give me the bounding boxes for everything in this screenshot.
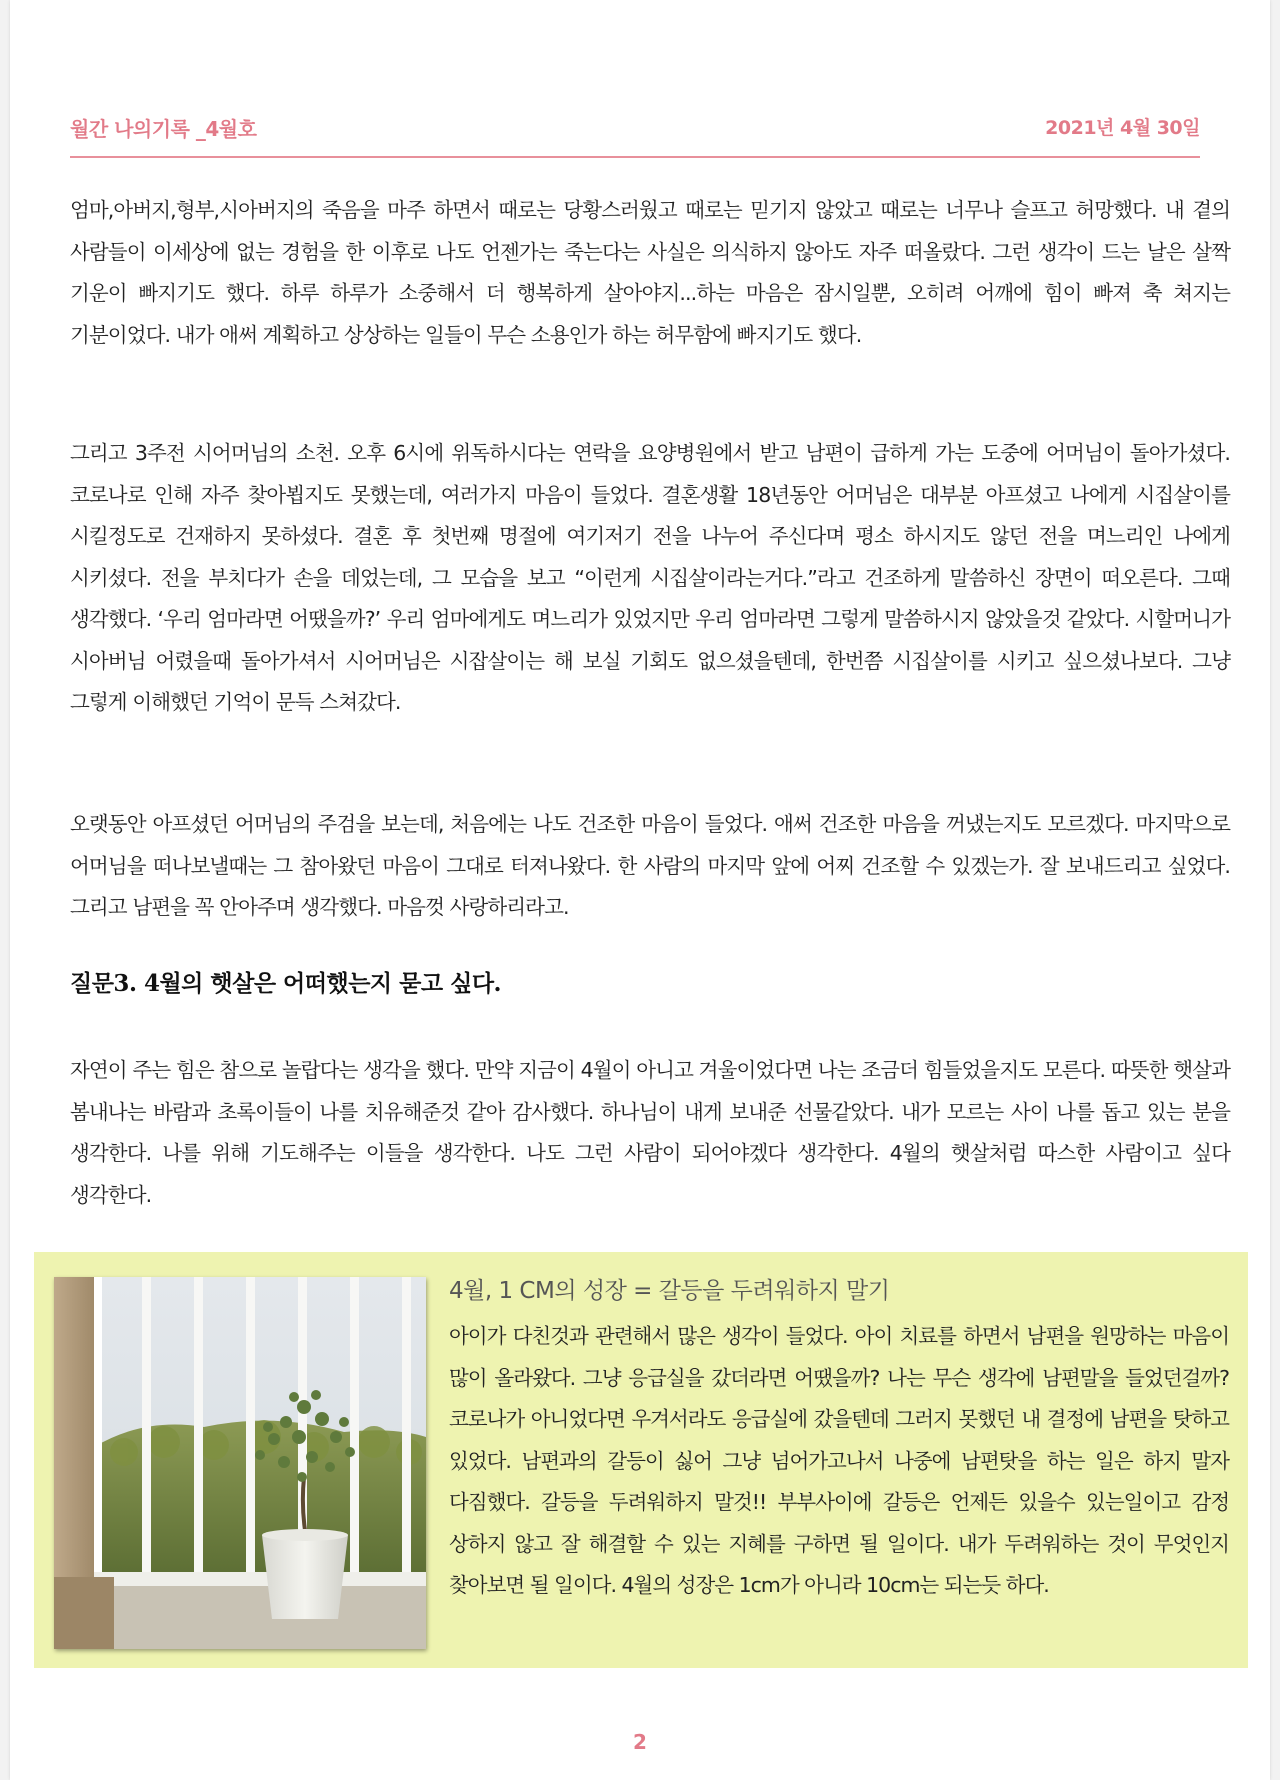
- page-header: [70, 113, 1200, 143]
- body-paragraph: 엄마,아버지,형부,시아버지의 죽음을 마주 하면서 때로는 당황스러웠고 때로는 믿기지 않았고 때로는 너무나 슬프고 허망했다. 내 곁의 사람들이 이세상에 없는 경험을 한 이후로 나도 언젠가는 죽는다는 사실은 의식하지 않아도 자주 떠올랐다. 그런 생각이 드는 날은 살짝 기운이 빠지기도 했다. 하루 하루가 소중해서 더 행복하게 살아야지...하는 마음은 잠시일뿐, 오히려 어깨에 힘이 빠져 축 쳐지는 기분이었다. 내가 애써 계획하고 상상하는 일들이 무슨 소용인가 하는 허무함에 빠지기도 했다.: [70, 198, 1230, 347]
- body-paragraph: 자연이 주는 힘은 참으로 놀랍다는 생각을 했다. 만약 지금이 4월이 아니고 겨울이었다면 나는 조금더 힘들었을지도 모른다. 따뜻한 햇살과 봄내나는 바람과 초록이들이 나를 치유해준것 같아 감사했다. 하나님이 내게 보내준 선물같았다. 내가 모르는 사이 나를 돕고 있는 분을 생각한다. 나를 위해 기도해주는 이들을 생각한다. 나도 그런 사람이 되어야겠다 생각한다. 4월의 햇살처럼 따스한 사람이고 싶다 생각한다.: [70, 1058, 1230, 1207]
- feature-body-text: 아이가 다친것과 관련해서 많은 생각이 들었다. 아이 치료를 하면서 남편을 원망하는 마음이 많이 올라왔다. 그냥 응급실을 갔더라면 어땠을까? 나는 무슨 생각에 남편말을 들었던걸까? 코로나가 아니었다면 우겨서라도 응급실에 갔을텐데 그러지 못했던 내 결정에 남편을 탓하고 있었다. 남편과의 갈등이 싫어 그냥 넘어가고나서 나중에 남편탓을 하는 일은 하지 말자 다짐했다. 갈등을 두려워하지 말것!! 부부사이에 갈등은 언제든 있을수 있는일이고 감정 상하지 않고 잘 해결할 수 있는 지혜를 구하면 될 일이다. 내가 두려워하는 것이 무엇인지 찾아보면 될 일이다. 4월의 성장은 1cm가 아니라 10cm는 되는듯 하다.: [449, 1324, 1229, 1597]
- body-paragraph: 오랫동안 아프셨던 어머님의 주검을 보는데, 처음에는 나도 건조한 마음이 들었다. 애써 건조한 마음을 꺼냈는지도 모르겠다. 마지막으로 어머님을 떠나보낼때는 그 참아왔던 마음이 그대로 터져나왔다. 한 사람의 마지막 앞에 어찌 건조할 수 있겠는가. 잘 보내드리고 싶었다. 그리고 남편을 꼭 안아주며 생각했다. 마음껏 사랑하리라고.: [70, 812, 1230, 919]
- document-page: [10, 0, 1270, 1780]
- feature-title: 4월, 1 CM의 성장 = 갈등을 두려워하지 말기: [449, 1278, 890, 1304]
- potted-plant-image: [54, 1277, 426, 1649]
- issue-date: 2021년 4월 30일: [1045, 117, 1200, 139]
- page-number: 2: [633, 1730, 647, 1754]
- section-heading: 질문3. 4월의 햇살은 어떠했는지 묻고 싶다.: [70, 970, 502, 997]
- magazine-title: 월간 나의기록 _4월호: [70, 117, 257, 141]
- header-divider: [70, 156, 1200, 158]
- growth-feature-box: [34, 1252, 1248, 1668]
- plant-photo: [54, 1277, 426, 1649]
- body-paragraph: 그리고 3주전 시어머님의 소천. 오후 6시에 위독하시다는 연락을 요양병원에서 받고 남편이 급하게 가는 도중에 어머님이 돌아가셨다. 코로나로 인해 자주 찾아뵙지도 못했는데, 여러가지 마음이 들었다. 결혼생활 18년동안 어머님은 대부분 아프셨고 나에게 시집살이를 시킬정도로 건재하지 못하셨다. 결혼 후 첫번째 명절에 여기저기 전을 나누어 주신다며 평소 하시지도 않던 전을 며느리인 나에게 시키셨다. 전을 부치다가 손을 데었는데, 그 모습을 보고 “이런게 시집살이라는거다.”라고 건조하게 말씀하신 장면이 떠오른다. 그때 생각했다. ‘우리 엄마라면 어땠을까?’ 우리 엄마에게도 며느리가 있었지만 우리 엄마라면 그렇게 말씀하시지 않았을것 같았다. 시할머니가 시아버님 어렸을때 돌아가셔서 시어머님은 시잡살이는 해 보실 기회도 없으셨을텐데, 한번쯤 시집살이를 시키고 싶으셨나보다. 그냥 그렇게 이해했던 기억이 문득 스쳐갔다.: [70, 441, 1230, 714]
